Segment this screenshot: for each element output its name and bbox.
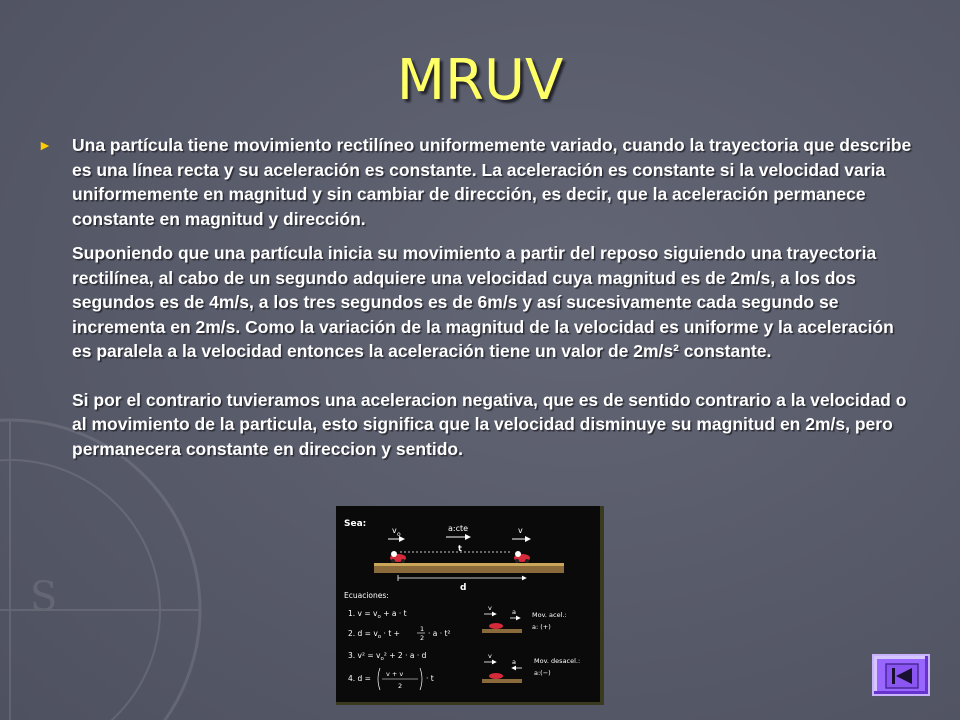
svg-text:v + v: v + v	[386, 670, 404, 678]
mov-desacel-label: Mov. desacel.:	[534, 657, 581, 665]
svg-text:v: v	[488, 604, 492, 612]
equation-2: 2. $d = v_o \cdot t$ +	[348, 629, 400, 640]
triangle-bullet-icon: ►	[38, 137, 52, 153]
svg-text:v: v	[488, 652, 492, 660]
d-label: d	[460, 583, 467, 593]
paragraph-1	[38, 133, 918, 231]
svg-text:S: S	[30, 574, 58, 620]
car-end-icon	[514, 551, 530, 563]
acte-label: a:cte	[448, 524, 469, 533]
svg-text:2: 2	[398, 682, 403, 690]
svg-text:1: 1	[420, 625, 425, 633]
a-negative-label: a:(−)	[534, 669, 551, 677]
svg-text:o: o	[397, 531, 401, 538]
svg-text:· a · t²: · a · t²	[428, 629, 451, 638]
svg-text:a: a	[512, 658, 516, 666]
first-slide-icon	[884, 662, 920, 690]
car-decel-icon	[482, 673, 522, 683]
a-positive-label: a: (+)	[532, 623, 551, 631]
sea-label: Sea:	[344, 519, 367, 529]
v-label: v	[518, 526, 523, 535]
ecuaciones-label: Ecuaciones:	[344, 591, 389, 600]
equation-4: 4. d =	[348, 674, 371, 683]
slide-title: MRUV	[396, 48, 564, 113]
paragraph-3: Si por el contrario tuvieramos una aceleracion negativa, que es de sentido contrario a la velocidad o al movimiento de la particula, esto significa que la velocidad disminuye su magnitud en 2m/s, pero permanecera constante en direccion y sentido.	[72, 389, 907, 459]
svg-text:· t: · t	[426, 674, 434, 683]
car-accel-icon	[482, 623, 522, 633]
t-label: t	[458, 544, 462, 553]
equation-1: 1. $v = v_o + a \cdot t$	[348, 609, 407, 620]
v0-label: v	[392, 526, 397, 535]
svg-text:2: 2	[420, 634, 425, 642]
paragraph-1-text: Una partícula tiene movimiento rectilíneo uniformemente variado, cuando la trayectoria que describe es una línea recta y su aceleración es constante. La aceleración es constante si la velocidad varia uniformemente en magnitud y sin cambiar de dirección, es decir, que la aceleración permanece constante en magnitud y dirección.	[72, 135, 912, 229]
mov-acel-label: Mov. acel.:	[532, 611, 567, 619]
first-slide-button[interactable]	[872, 654, 930, 696]
equation-3: 3. $v^2 = v_o^2 + 2 \cdot a \cdot d$	[348, 651, 427, 662]
mruv-diagram-image	[336, 506, 604, 705]
slide-body	[38, 133, 918, 461]
car-start-icon	[390, 551, 406, 563]
svg-text:a: a	[512, 608, 516, 616]
paragraph-2: Suponiendo que una partícula inicia su movimiento a partir del reposo siguiendo una trayectoria rectilínea, al cabo de un segundo adquiere una velocidad cuya magnitud es de 2m/s, a los dos segundos es de 4m/s, a los tres segundos es de 6m/s y así sucesivamente cada segundo se incrementa en 2m/s. Como la variación de la magnitud de la velocidad es uniforme y la aceleración es paralela a la velocidad entonces la aceleración tiene un valor de 2m/s² constante.	[72, 243, 894, 361]
